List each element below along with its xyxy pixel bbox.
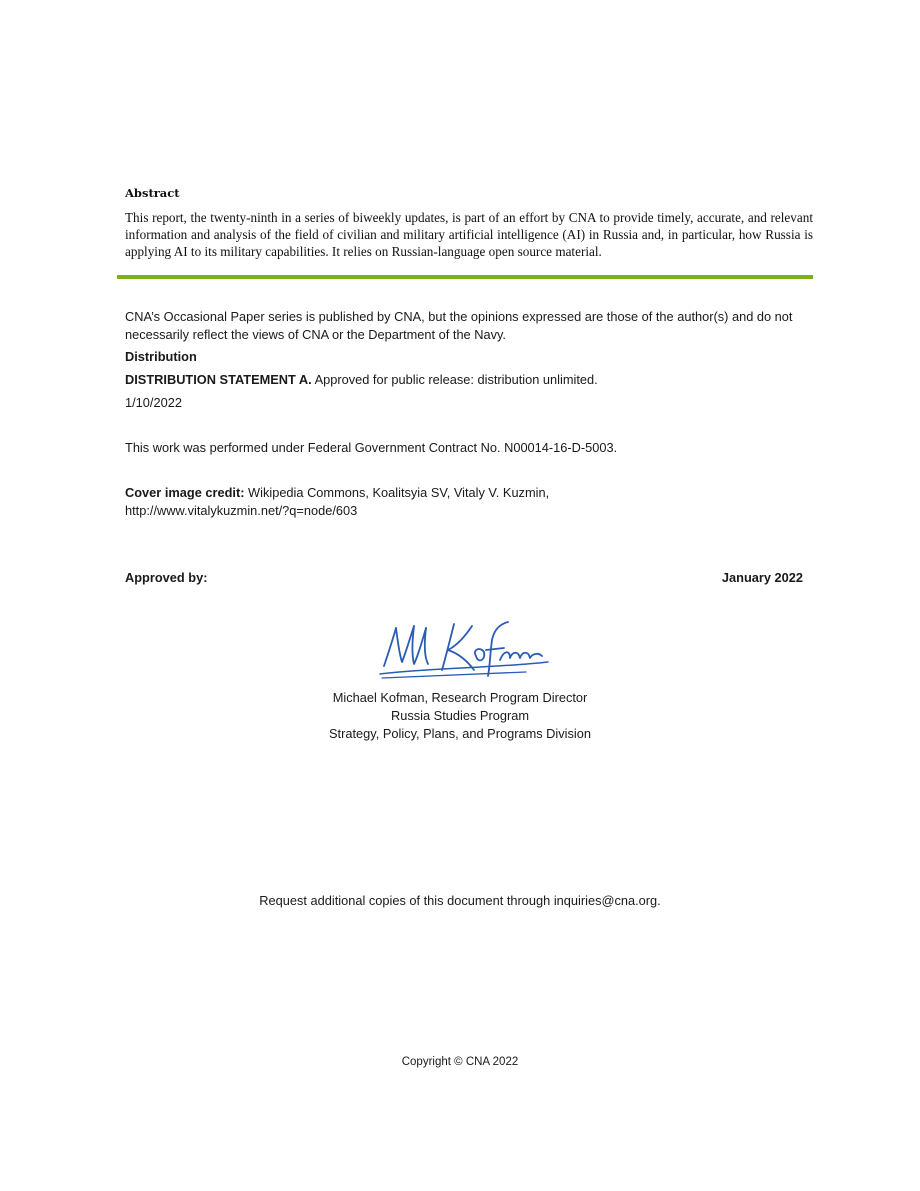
distribution-date: 1/10/2022 xyxy=(125,395,182,410)
signatory-division: Strategy, Policy, Plans, and Programs Division xyxy=(329,726,591,741)
copyright-text: Copyright © CNA 2022 xyxy=(401,1055,519,1068)
disclaimer-text: CNA’s Occasional Paper series is published by CNA, but the opinions expressed are those of the author(s) and do not necessarily reflect the views of CNA or the Department of the Navy. xyxy=(125,309,793,342)
distribution-statement xyxy=(125,371,815,389)
cover-credit-text: Wikipedia Commons, Koalitsyia SV, Vitaly V. Kuzmin, xyxy=(244,485,550,500)
approved-by-label: Approved by: xyxy=(125,570,208,585)
green-divider xyxy=(117,275,813,279)
cover-credit-url[interactable]: http://www.vitalykuzmin.net/?q=node/603 xyxy=(125,503,358,518)
signatory-name: Michael Kofman, Research Program Director xyxy=(332,690,588,705)
abstract-text: This report, the twenty-ninth in a series of biweekly updates, is part of an effort by CNA to provide timely, accurate, and relevant information and analysis of the field of civilian and military artificial intelligence (AI) in Russia and, in particular, how Russia is applying AI to its military capabilities. It relies on Russian-language open source material. xyxy=(125,210,813,259)
signatory-program: Russia Studies Program xyxy=(391,708,529,723)
distribution-heading: Distribution xyxy=(125,349,197,364)
contract-text: This work was performed under Federal Government Contract No. N00014-16-D-5003. xyxy=(125,440,618,455)
approval-row xyxy=(125,569,803,587)
cover-image-credit xyxy=(125,484,815,520)
distribution-statement-text: Approved for public release: distribution unlimited. xyxy=(311,372,598,387)
abstract-section xyxy=(125,186,813,260)
signature-image xyxy=(376,616,556,684)
cover-credit-label: Cover image credit: xyxy=(125,485,245,500)
abstract-heading: Abstract xyxy=(125,186,180,200)
request-copies-text: Request additional copies of this document through inquiries@cna.org. xyxy=(259,892,661,908)
signatory-block xyxy=(260,689,660,743)
approval-date: January 2022 xyxy=(721,570,803,585)
distribution-statement-label: DISTRIBUTION STATEMENT A. xyxy=(125,372,312,387)
